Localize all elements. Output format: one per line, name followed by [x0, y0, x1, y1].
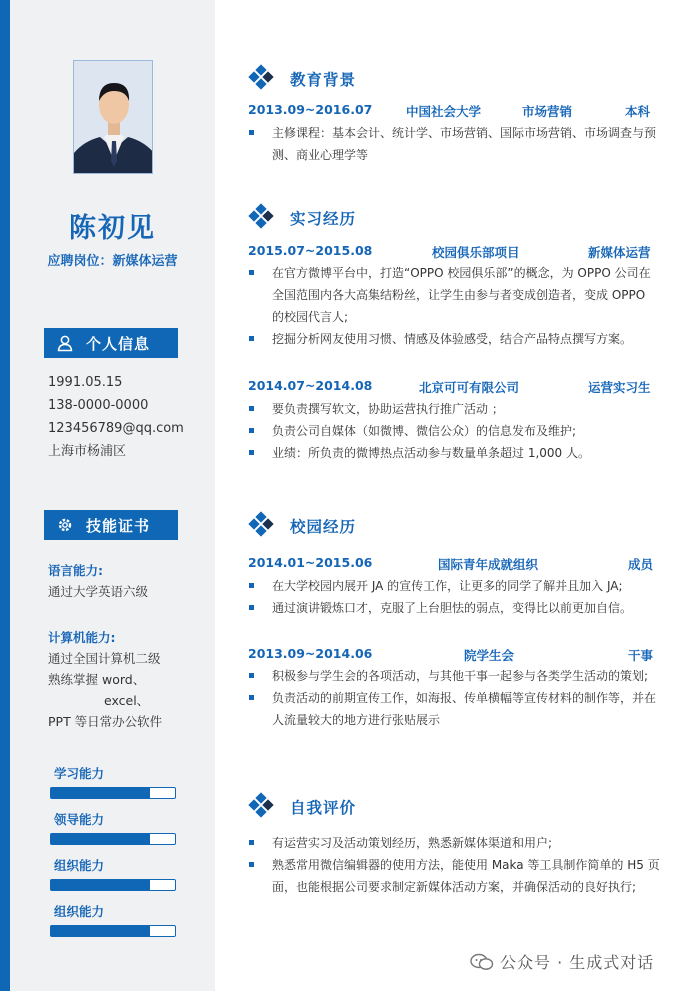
internship-bullets — [248, 262, 660, 350]
wechat-icon — [470, 953, 494, 971]
internship-bullets — [248, 398, 660, 464]
campus-entry-header — [248, 646, 653, 664]
ability-bar — [50, 925, 176, 937]
computer-skill-text: 通过全国计算机二级 熟练掌握 word、 excel、 PPT 等日常办公软件 — [48, 651, 163, 729]
computer-skill-heading: 计算机能力: — [48, 630, 116, 645]
gear-icon — [44, 516, 86, 534]
diamond-icon — [246, 511, 278, 541]
watermark-text: 公众号 · 生成式对话 — [500, 953, 655, 972]
campus-entry-header — [248, 555, 653, 573]
ability-label: 组织能力 — [54, 904, 105, 919]
watermark — [470, 950, 654, 973]
candidate-name: 陈初见 — [69, 213, 156, 244]
user-icon — [44, 334, 86, 352]
language-skill-text: 通过大学英语六级 — [48, 584, 149, 599]
skills-banner — [44, 510, 178, 540]
ability-organization-2 — [50, 902, 178, 937]
self-eval-section-title: 自我评价 — [246, 792, 356, 822]
phone-number: 138-0000-0000 — [48, 398, 149, 413]
language-skill-heading: 语言能力: — [48, 563, 103, 578]
list-item: 负责公司自媒体（如微博、微信公众）的信息发布及维护; — [248, 420, 660, 442]
sidebar-accent-stripe — [0, 0, 10, 991]
ability-label: 领导能力 — [54, 812, 105, 827]
ability-label: 学习能力 — [54, 766, 105, 781]
job-target-label: 应聘岗位：新媒体运营 — [47, 254, 178, 269]
entry-role: 成员 — [628, 557, 654, 572]
education-date: 2013.09~2016.07 — [248, 102, 373, 117]
education-major: 市场营销 — [522, 104, 573, 119]
internship-section-title: 实习经历 — [246, 203, 356, 233]
entry-org: 国际青年成就组织 — [438, 557, 539, 572]
campus-section-title: 校园经历 — [246, 511, 356, 541]
personal-info-banner — [44, 328, 178, 358]
birth-date: 1991.05.15 — [48, 375, 123, 390]
entry-org: 校园俱乐部项目 — [432, 245, 520, 260]
list-item: 在大学校园内展开 JA 的宣传工作，让更多的同学了解并且加入 JA; — [248, 575, 660, 597]
education-school: 中国社会大学 — [406, 104, 482, 119]
entry-date: 2015.07~2015.08 — [248, 243, 373, 258]
ability-label: 组织能力 — [54, 858, 105, 873]
education-entry-header — [248, 102, 653, 120]
list-item: 挖掘分析网友使用习惯、情感及体验感受，结合产品特点撰写方案。 — [248, 328, 660, 350]
ability-leadership — [50, 810, 178, 845]
list-item: 主修课程：基本会计、统计学、市场营销、国际市场营销、市场调查与预测、商业心理学等 — [248, 122, 660, 166]
email-address: 123456789@qq.com — [48, 421, 184, 436]
personal-info-title: 个人信息 — [86, 334, 151, 353]
home-address: 上海市杨浦区 — [48, 444, 127, 459]
list-item: 熟悉常用微信编辑器的使用方法，能使用 Maka 等工具制作简单的 H5 页面，也能根据公司要求制定新媒体活动方案，并确保活动的良好执行; — [248, 854, 660, 898]
ability-learning — [50, 764, 178, 799]
ability-bar — [50, 833, 176, 845]
ability-bar-fill — [51, 834, 150, 844]
education-section-title: 教育背景 — [246, 64, 356, 94]
internship-entry-header — [248, 243, 653, 261]
internship-entry-header — [248, 378, 653, 396]
list-item: 在官方微博平台中，打造“OPPO 校园俱乐部”的概念，为 OPPO 公司在全国范围内各大高集结粉丝，让学生由参与者变成创造者，变成 OPPO 的校园代言人; — [248, 262, 660, 328]
list-item: 有运营实习及活动策划经历，熟悉新媒体渠道和用户; — [248, 832, 660, 854]
ability-bar-fill — [51, 926, 150, 936]
list-item: 通过演讲锻炼口才，克服了上台胆怯的弱点，变得比以前更加自信。 — [248, 597, 660, 619]
ability-bar-fill — [51, 880, 150, 890]
diamond-icon — [246, 64, 278, 94]
entry-org: 北京可可有限公司 — [419, 380, 520, 395]
entry-org: 院学生会 — [464, 648, 515, 663]
list-item: 业绩：所负责的微博热点活动参与数量单条超过 1,000 人。 — [248, 442, 660, 464]
diamond-icon — [246, 203, 278, 233]
education-bullets — [248, 122, 660, 166]
entry-date: 2014.07~2014.08 — [248, 378, 373, 393]
campus-bullets — [248, 665, 660, 747]
personal-info-list — [48, 371, 184, 463]
profile-photo — [73, 60, 153, 174]
list-item: 积极参与学生会的各项活动，与其他干事一起参与各类学生活动的策划; — [248, 665, 660, 687]
entry-role: 运营实习生 — [588, 380, 651, 395]
skills-title: 技能证书 — [86, 516, 151, 535]
ability-bar-fill — [51, 788, 150, 798]
ability-bar — [50, 879, 176, 891]
self-eval-bullets — [248, 832, 660, 898]
list-item: 负责活动的前期宣传工作，如海报、传单横幅等宣传材料的制作等，并在人流量较大的地方进行张贴展示 — [248, 687, 660, 731]
campus-bullets — [248, 575, 660, 619]
list-item: 要负责撰写软文，协助运营执行推广活动 ； — [248, 398, 660, 420]
entry-date: 2014.01~2015.06 — [248, 555, 373, 570]
education-degree: 本科 — [625, 104, 651, 119]
entry-role: 干事 — [628, 648, 654, 663]
diamond-icon — [246, 792, 278, 822]
entry-date: 2013.09~2014.06 — [248, 646, 373, 661]
entry-role: 新媒体运营 — [588, 245, 651, 260]
ability-bar — [50, 787, 176, 799]
ability-organization — [50, 856, 178, 891]
